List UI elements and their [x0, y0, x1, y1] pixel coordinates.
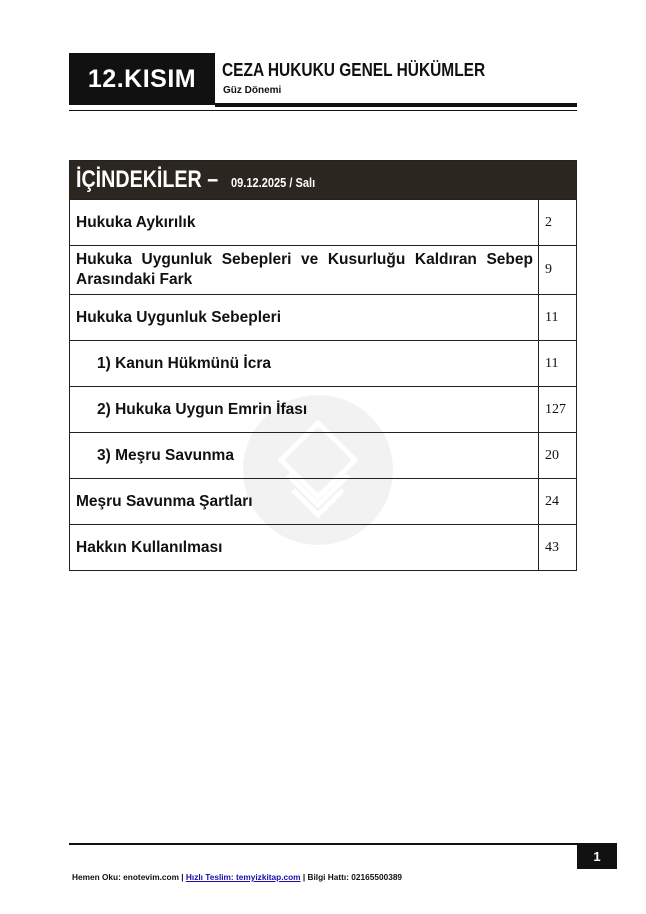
toc-entry-title[interactable]: 3) Meşru Savunma: [70, 433, 539, 479]
header-rule-thin: [69, 110, 577, 111]
toc-entry-page: 127: [538, 387, 576, 433]
footer-read-label[interactable]: Hemen Oku: enotevim.com: [72, 872, 179, 882]
toc-entry[interactable]: [70, 200, 577, 246]
toc-entry-page: 11: [538, 295, 576, 341]
toc-entry-page: 11: [538, 341, 576, 387]
toc-entry[interactable]: [70, 295, 577, 341]
section-label: 12.KISIM: [87, 64, 197, 93]
footer-hotline: Bilgi Hattı: 02165500389: [307, 872, 403, 882]
toc-entry-title[interactable]: Hukuka Aykırılık: [70, 200, 539, 246]
header-rule-thick: [215, 103, 577, 107]
toc-entry[interactable]: [70, 341, 577, 387]
document-subtitle: Güz Dönemi: [223, 85, 282, 96]
toc-entry-title[interactable]: Hakkın Kullanılması: [70, 525, 539, 571]
toc-entry-title[interactable]: 1) Kanun Hükmünü İcra: [70, 341, 539, 387]
footer-delivery-link[interactable]: Hızlı Teslim: temyizkitap.com: [185, 872, 301, 882]
toc-entry[interactable]: [70, 433, 577, 479]
toc-entry-page: 24: [538, 479, 576, 525]
document-title: CEZA HUKUKU GENEL HÜKÜMLER: [222, 60, 486, 80]
table-of-contents: [69, 160, 577, 571]
footer-rule: [69, 843, 577, 845]
toc-date: 09.12.2025 / Salı: [231, 175, 316, 190]
page-number: 1: [593, 848, 601, 864]
toc-entry-page: 2: [538, 200, 576, 246]
toc-entry-title[interactable]: Hukuka Uygunluk Sebepleri: [70, 295, 539, 341]
footer-text: [72, 872, 402, 882]
toc-heading-cell: [70, 161, 577, 200]
toc-entry-page: 20: [538, 433, 576, 479]
toc-entry-title[interactable]: Meşru Savunma Şartları: [70, 479, 539, 525]
toc-entry-title[interactable]: 2) Hukuka Uygun Emrin İfası: [70, 387, 539, 433]
footer-separator: |: [178, 872, 186, 882]
section-label-box: [69, 53, 215, 105]
toc-entry[interactable]: [70, 525, 577, 571]
toc-entry-page: 9: [538, 246, 576, 295]
toc-entry[interactable]: [70, 479, 577, 525]
toc-heading: İÇİNDEKİLER –: [76, 166, 219, 193]
footer-separator: |: [300, 872, 308, 882]
toc-entry[interactable]: [70, 246, 577, 295]
toc-entry[interactable]: [70, 387, 577, 433]
page-number-box: [577, 843, 617, 869]
toc-entry-title[interactable]: Hukuka Uygunluk Sebepleri ve Kusurluğu Kaldıran Sebep Arasındaki Fark: [70, 246, 539, 295]
toc-entry-page: 43: [538, 525, 576, 571]
